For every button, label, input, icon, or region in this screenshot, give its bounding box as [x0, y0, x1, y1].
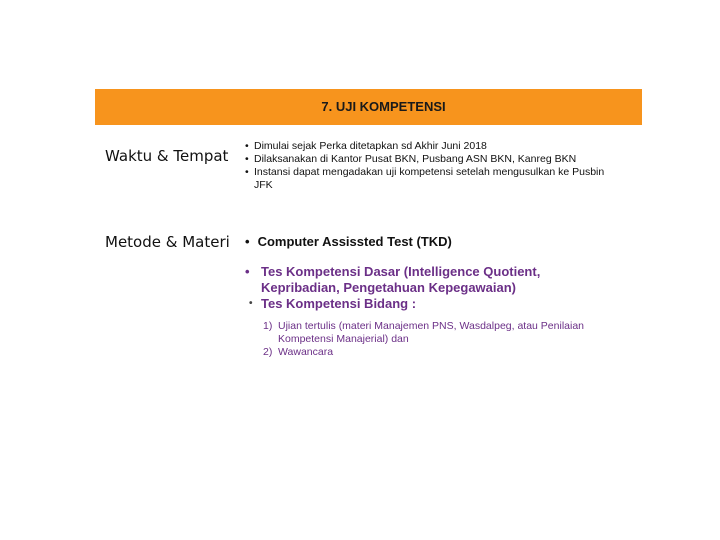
item-number: 2) — [263, 346, 273, 358]
list-item — [245, 296, 585, 312]
item-text: Ujian tertulis (materi Manajemen PNS, Wasdalpeg, atau Penilaian Kompetensi Manajerial) dan — [278, 320, 585, 345]
slide-title: 7. UJI KOMPETENSI — [321, 99, 446, 114]
bullet-icon: • — [249, 298, 253, 309]
tes-list — [245, 264, 585, 312]
cat-text: Computer Assissted Test (TKD) — [257, 234, 452, 249]
list-item: • Instansi dapat mengadakan uji kompetensi setelah mengusulkan ke Pusbin JFK — [245, 166, 624, 192]
item-text: Wawancara — [278, 346, 334, 358]
metode-materi-label: Metode & Materi — [105, 233, 230, 251]
tes-bidang-text: Tes Kompetensi Bidang : — [261, 296, 417, 311]
waktu-list — [245, 140, 645, 192]
list-item — [245, 264, 585, 296]
list-item — [263, 320, 593, 346]
list-item: • Dilaksanakan di Kantor Pusat BKN, Pusbang ASN BKN, Kanreg BKN — [245, 153, 645, 166]
sub-list — [263, 320, 593, 359]
waktu-tempat-label: Waktu & Tempat — [105, 147, 229, 165]
list-item: • Dimulai sejak Perka ditetapkan sd Akhir Juni 2018 — [245, 140, 645, 153]
tes-dasar-text: Tes Kompetensi Dasar (Intelligence Quotient, Kepribadian, Pengetahuan Kepegawaian) — [261, 264, 541, 295]
title-bar — [95, 89, 642, 125]
item-number: 1) — [263, 320, 273, 332]
bullet-icon: • — [245, 264, 250, 279]
list-item — [263, 346, 593, 359]
bullet-icon: • — [245, 234, 250, 249]
cat-item — [245, 234, 452, 249]
